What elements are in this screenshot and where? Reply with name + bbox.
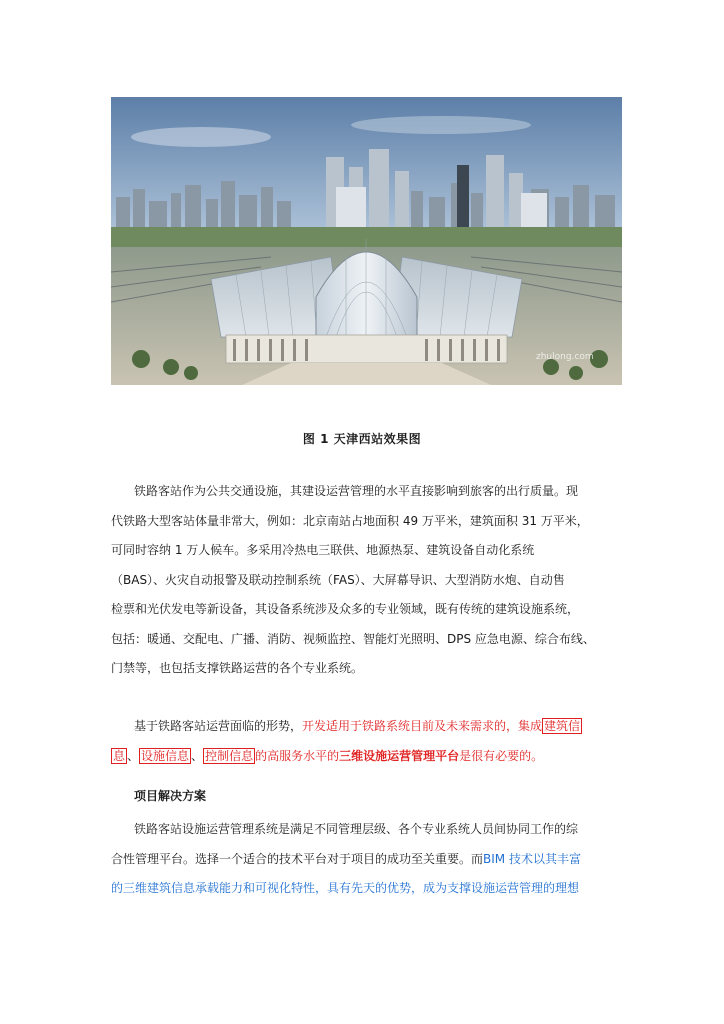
- p2-red-text-2: 的高服务水平的: [255, 748, 340, 763]
- boxed-building-info-end: 息: [113, 748, 126, 763]
- paragraph-3-line-1: 铁路客站设施运营管理系统是满足不同管理层级、各个专业系统人员间协同工作的综: [134, 822, 579, 836]
- watermark-text: zhulong.com: [536, 352, 594, 362]
- paragraph-2: [111, 712, 623, 771]
- p2-red-text-3: 是很有必要的。: [459, 748, 544, 763]
- station-rendering-svg: [111, 97, 622, 385]
- paragraph-1: [111, 477, 623, 684]
- p2-red-text: 开发适用于铁路系统目前及未来需求的，集成: [302, 719, 543, 733]
- paragraph-1-line-6: 包括：暖通、交配电、广播、消防、视频监控、智能灯光照明、DPS 应急电源、综合布线、: [111, 631, 595, 646]
- p3-text: 合性管理平台。选择一个适合的技术平台对于项目的成功至关重要。而: [111, 851, 484, 866]
- paragraph-1-line-3: 可同时容纳 1 万人候车。多采用冷热电三联供、地源热泵、建筑设备自动化系统: [111, 543, 535, 557]
- p2-separator-1: 、: [127, 748, 140, 763]
- paragraph-1-line-4: （BAS）、火灾自动报警及联动控制系统（FAS）、大屏幕导识、大型消防水炮、自动售: [111, 572, 565, 587]
- section-heading: 项目解决方案: [134, 789, 207, 803]
- paragraph-3-line-2: [111, 845, 623, 875]
- p3-bim-text: BIM 技术以其丰富: [483, 851, 581, 866]
- p2-separator-2: 、: [191, 748, 204, 763]
- figure-caption: 图 1 天津西站效果图: [302, 432, 422, 446]
- paragraph-1-line-5: 检票和光伏发电等新设备，其设备系统涉及众多的专业领域，既有传统的建筑设施系统，: [111, 602, 580, 616]
- boxed-control-info: 控制信息: [205, 748, 254, 763]
- paragraph-1-line-1: 铁路客站作为公共交通设施，其建设运营管理的水平直接影响到旅客的出行质量。现: [134, 484, 579, 498]
- station-rendering-image: [111, 97, 622, 385]
- paragraph-3: [111, 815, 623, 904]
- boxed-building-info-start: 建筑信: [544, 719, 581, 733]
- paragraph-1-line-7: 门禁等，也包括支撑铁路运营的各个专业系统。: [111, 661, 364, 675]
- paragraph-1-line-2: 代铁路大型客站体量非常大，例如：北京南站占地面积 49 万平米，建筑面积 31 万平米，: [111, 513, 589, 528]
- boxed-facility-info: 设施信息: [141, 748, 190, 763]
- paragraph-2-line-2: [111, 742, 623, 772]
- p2-platform-name: 三维设施运营管理平台: [339, 748, 460, 763]
- paragraph-3-line-3: 的三维建筑信息承载能力和可视化特性，具有先天的优势，成为支撑设施运营管理的理想: [111, 881, 580, 895]
- p2-intro-text: 基于铁路客站运营面临的形势，: [134, 719, 303, 733]
- paragraph-2-line-1: [111, 712, 623, 742]
